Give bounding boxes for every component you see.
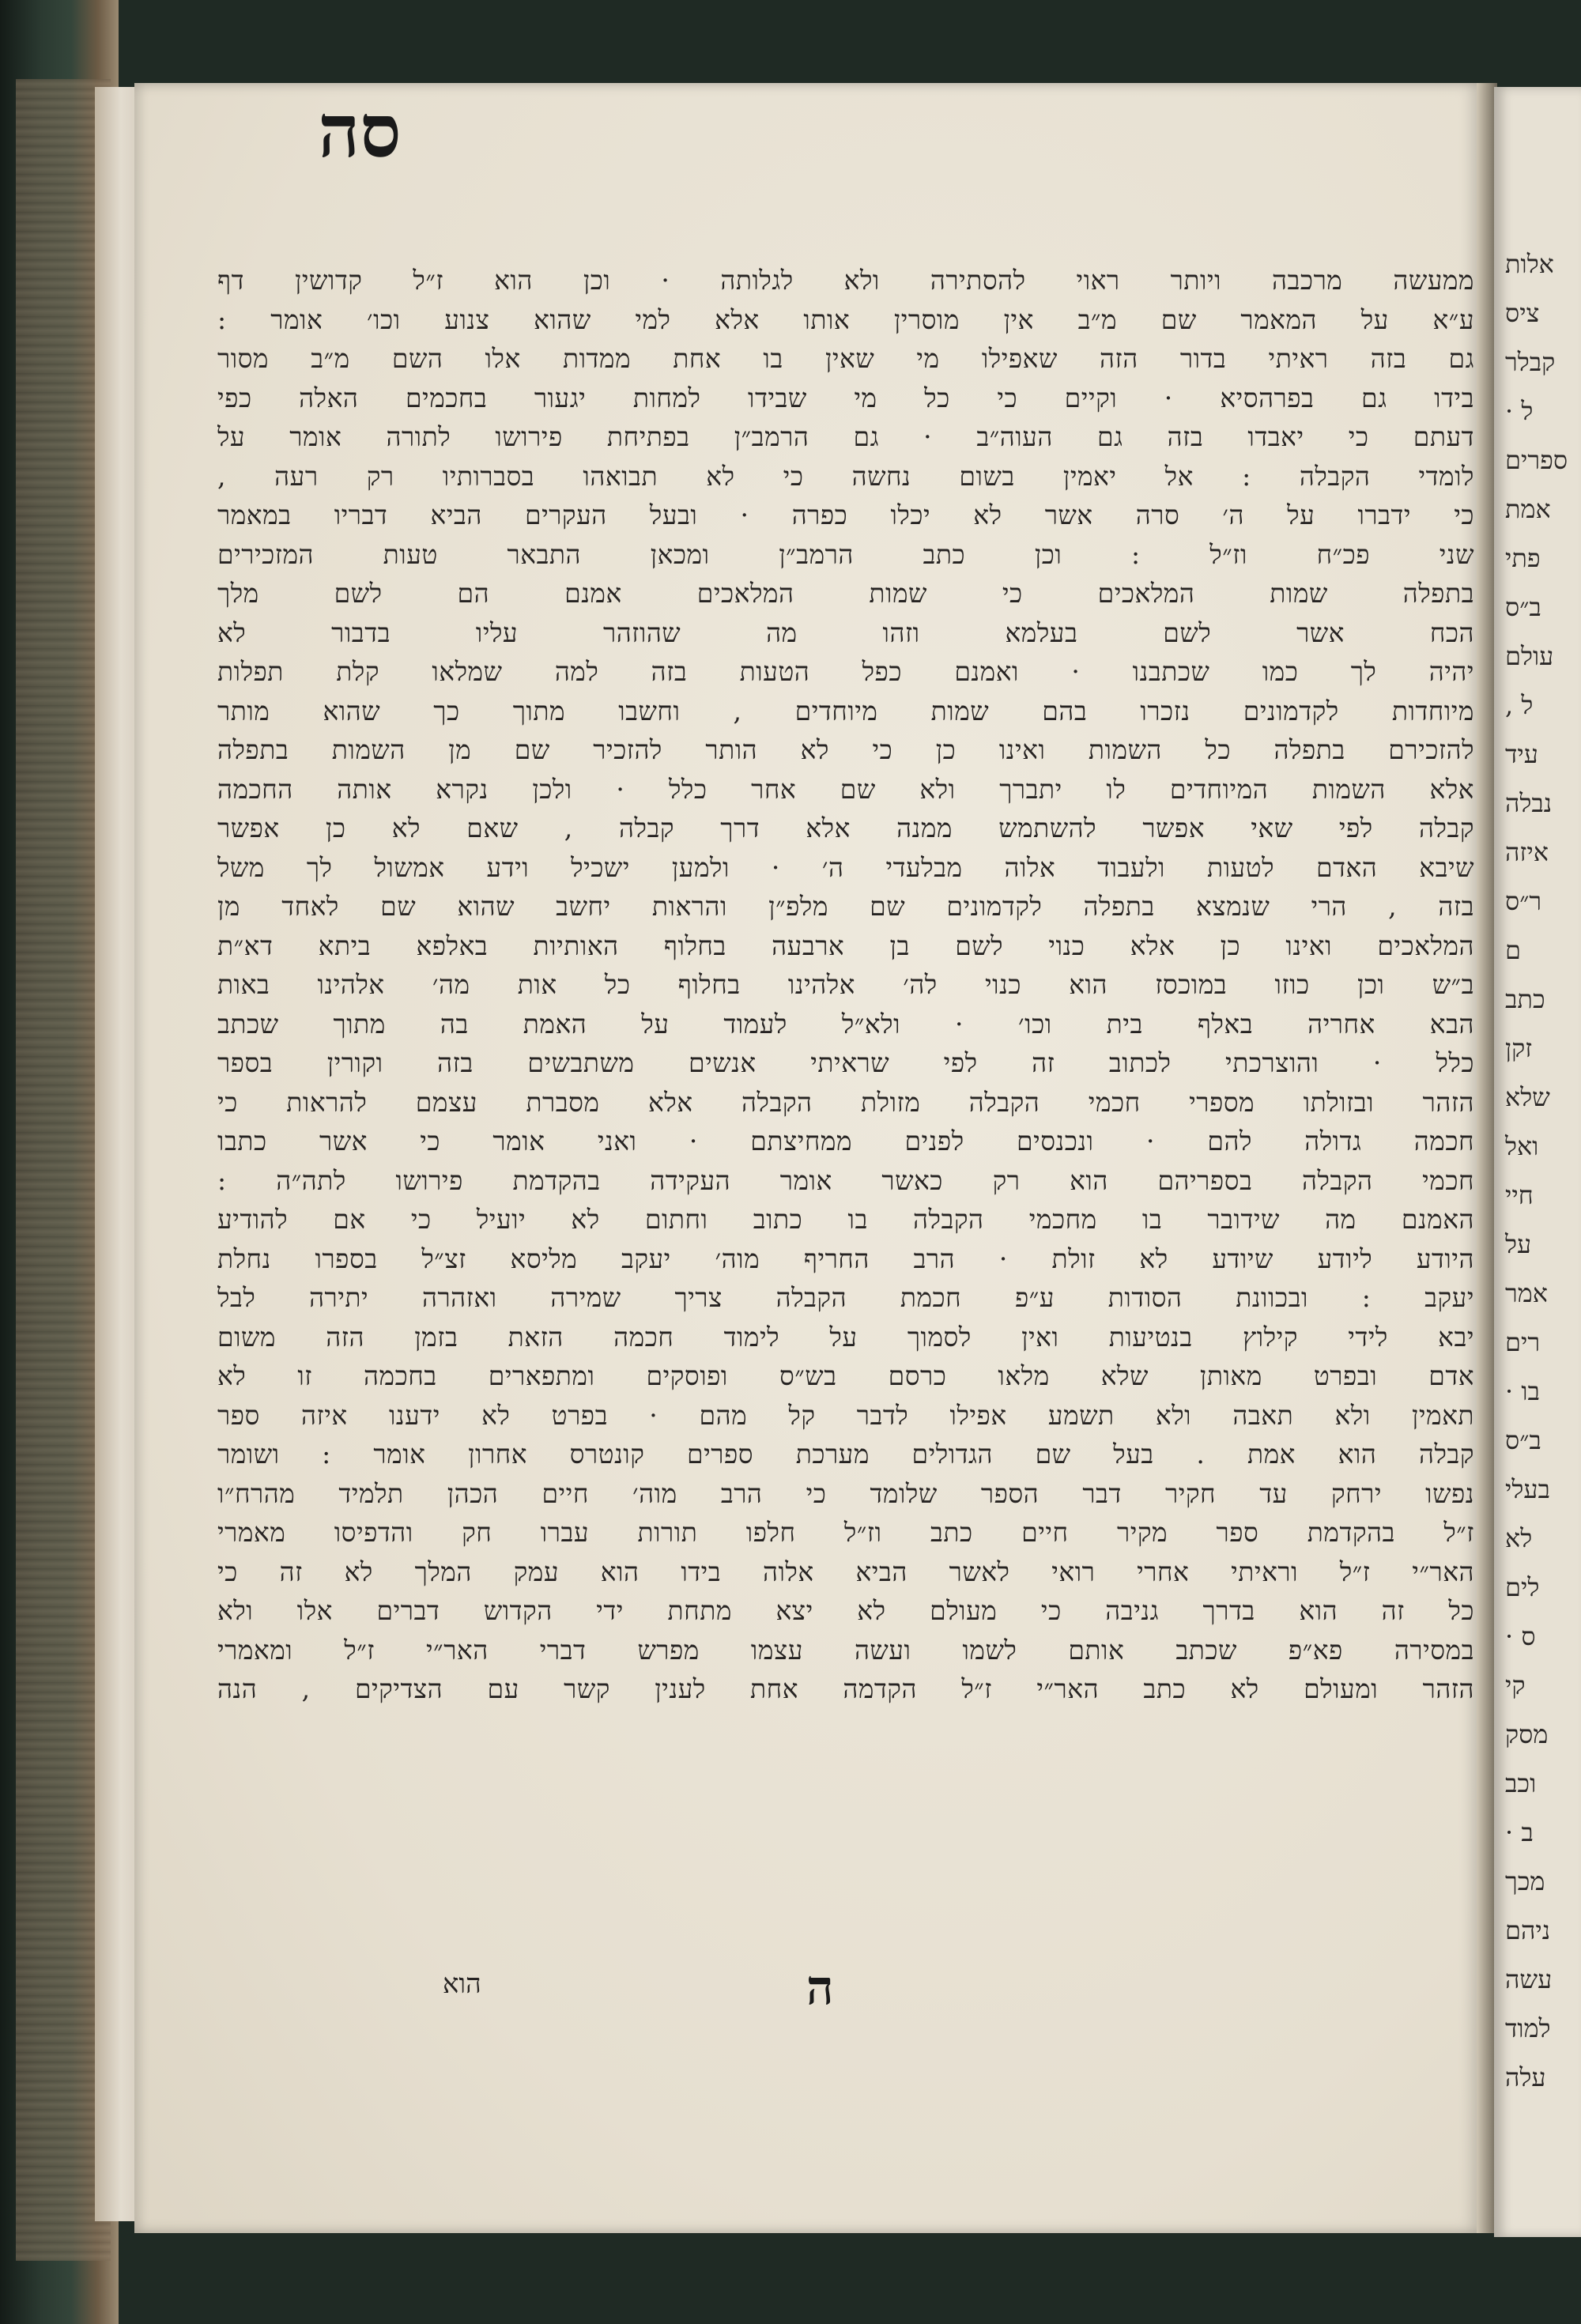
text-line: חכמי הקבלה בספריהם הוא רק כאשר אומר העקידה בהקדמת פירושו לתה״ה : <box>217 1164 1474 1196</box>
text-line: קבלה הוא אמת . בעל שם הגדולים מערכת ספרים קונטרס אחרון אומר : ושומר <box>217 1439 1474 1469</box>
text-line: יבא לידי קילוץ בנטיעות ואין לסמוך על לימוד חכמה הזאת בזמן הזה משום <box>217 1321 1474 1353</box>
facing-page-text-fragment: ב״ס <box>1505 1425 1541 1455</box>
text-line: שיבא האדם לטעות ולעבוד אלוה מבלעדי ה׳ · ולמען ישכיל וידע אמשול לך משל <box>217 851 1474 883</box>
facing-page-text-fragment: איזה <box>1505 837 1549 867</box>
text-line: בזה , הרי שנמצא בתפלה לקדמונים שם מלפ״ן והראות יחשב שהוא שם לאחד מן <box>217 891 1474 922</box>
text-line: כל זה הוא בדרך גניבה כי מעולם לא יצא מתחת ידי הקדוש דברים אלו ולא <box>217 1595 1474 1626</box>
hebrew-body-text <box>217 261 1474 1709</box>
text-line: המלאכים ואינו כן אלא כנוי לשם בן ארבעה בחלוף האותיות באלפא ביתא דא״ת <box>217 930 1474 961</box>
text-line: ב״ש וכן כוזו במוכסז הוא כנוי לה׳ אלהינו בחלוף כל אות מה׳ אלהינו באות <box>217 969 1474 1000</box>
facing-page-text-fragment: וכב <box>1505 1768 1537 1798</box>
facing-page-fragment <box>1494 87 1581 2237</box>
facing-page-text-fragment: רים <box>1505 1327 1541 1357</box>
facing-page-text-fragment: ם <box>1505 935 1521 965</box>
facing-page-text-fragment: ר״ס <box>1505 886 1542 916</box>
text-line: כלל · והוצרכתי לכתוב זה לפי שראיתי אנשים משתבשים בזה וקורין בספר <box>217 1047 1474 1078</box>
facing-page-text-fragment: ל , <box>1505 690 1534 720</box>
facing-page-text-fragment: ניהם <box>1505 1915 1551 1945</box>
text-line: שני פכ״ח וז״ל : וכן כתב הרמב״ן ומכאן התבאר טעות המזכירים <box>217 538 1474 570</box>
facing-page-text-fragment: ציס <box>1505 298 1540 328</box>
text-line: דעתם כי יאבדו בזה גם העוה״ב · גם הרמב״ן בפתיחת פירושו לתורה אומר על <box>217 421 1474 452</box>
facing-page-text-fragment: ספרים <box>1505 445 1568 475</box>
text-line: נפשו ירחק עד חקיר דבר הספר שלומד כי הרב מוה׳ חיים הכהן תלמיד מהרח״ו <box>217 1477 1474 1509</box>
facing-page-text-fragment: בעלי <box>1505 1474 1550 1504</box>
facing-page-text-fragment: ב · <box>1505 1817 1534 1847</box>
facing-page-text-fragment: ב״ס <box>1505 592 1541 622</box>
facing-page-text-fragment: עיד <box>1505 739 1538 769</box>
text-line: הבא אחריה באלף בית וכו׳ · ולא״ל לעמוד על האמת בה מתוך שכתב <box>217 1008 1474 1039</box>
facing-page-text-fragment: אלות <box>1505 249 1554 279</box>
facing-page-text-fragment: אמר <box>1505 1278 1548 1308</box>
facing-page-text-fragment: זקן <box>1505 1033 1533 1063</box>
signature-mark: ה <box>806 1960 834 2016</box>
text-line: הכח אשר לשם בעלמא וזהו מה שהוזהר עליו בדבור לא <box>217 617 1474 648</box>
facing-page-text-fragment: ואל <box>1505 1131 1539 1161</box>
facing-page-text-fragment: לים <box>1505 1572 1540 1602</box>
text-line: הזהר ומעולם לא כתב האר״י ז״ל הקדמה אחת לענין קשר עם הצדיקים , הנה <box>217 1673 1474 1704</box>
facing-page-text-fragment: ס · <box>1505 1621 1536 1651</box>
text-line: בתפלה שמות המלאכים כי שמות המלאכים אמנם הם לשם מלך <box>217 578 1474 609</box>
facing-page-text-fragment: עשה <box>1505 1964 1553 1994</box>
facing-page-text-fragment: כתב <box>1505 984 1545 1014</box>
facing-page-text-fragment: מסק <box>1505 1719 1549 1749</box>
facing-page-text-fragment: עולם <box>1505 641 1554 671</box>
text-line: בידו גם בפרהסיא · וקיים כי כל מי שבידו למחות יגעור בחכמים האלה כפי <box>217 382 1474 413</box>
page-footer <box>443 1960 1233 2024</box>
facing-page-text-fragment: אמת <box>1505 494 1551 524</box>
facing-page-text-fragment: למוד <box>1505 2013 1551 2043</box>
text-line: לומדי הקבלה : אל יאמין בשום נחשה כי לא תבואהו בסברותיו רק רעה , <box>217 460 1474 492</box>
facing-page-text-fragment: פתי <box>1505 543 1541 573</box>
facing-page-text-fragment: עלה <box>1505 2062 1546 2092</box>
page-number: סה <box>318 89 402 174</box>
text-line: היודע ליודע שיודע לא זולת · הרב החריף מוה׳ יעקב מליסא זצ״ל בספרו נחלת <box>217 1243 1474 1274</box>
text-line: אלא השמות המיוחדים לו יתברך ולא שם אחר כלל · ולכן נקרא אותה החכמה <box>217 773 1474 805</box>
text-line: כי ידברו על ה׳ סרה אשר לא יכלו כפרה · ובעל העקרים הביא דבריו במאמר <box>217 500 1474 530</box>
text-line: גם בזה ראיתי בדור הזה שאפילו מי שאין בו אחת ממדות אלו השם מ״ב מסור <box>217 343 1474 374</box>
text-line: קבלה לפי שאי אפשר להשתמש ממנה אלא דרך קבלה , שאם לא כן אפשר <box>217 813 1474 843</box>
text-line: תאמין ולא תאבה ולא תשמע אפילו לדבר קל מהם · בפרט לא ידענו איזה ספר <box>217 1399 1474 1431</box>
facing-page-text-fragment: חיי <box>1505 1180 1534 1210</box>
facing-page-text-fragment: שלא <box>1505 1082 1550 1112</box>
page-stack-edge <box>95 87 138 2221</box>
text-line: האמנם מה שידובר בו מחכמי הקבלה בו כתוב וחתום לא יועיל כי אם להודיע <box>217 1204 1474 1235</box>
text-line: ע״א על המאמר שם מ״ב אין מוסרין אותו אלא למי שהוא צנוע וכו׳ אומר : <box>217 304 1474 335</box>
catchword: הוא <box>443 1968 481 2000</box>
text-line: ז״ל בהקדמת ספר מקיר חיים כתב וז״ל חלפו תורות עברו חק והדפיסו מאמרי <box>217 1517 1474 1548</box>
text-line: הזהר ובזולתו מספרי חכמי הקבלה מזולת הקבלה אלא מסברת עצמם להראות כי <box>217 1086 1474 1118</box>
text-line: ממעשה מרכבה ויותר ראוי להסתירה ולא לגלותה · וכן הוא ז״ל קדושין דף <box>217 265 1474 296</box>
text-line: מיוחדות לקדמונים נזכרו בהם שמות מיוחדים , וחשבו מתוך כך שהוא מותר <box>217 695 1474 726</box>
text-line: יהיה לך כמו שכתבנו · ואמנם כפל הטעות בזה למה שמלאו קלת תפלות <box>217 656 1474 687</box>
facing-page-text-fragment: בו · <box>1505 1376 1540 1406</box>
facing-page-text-fragment: ל · <box>1505 396 1534 426</box>
text-line: במסירה פא״פ שכתב אותם לשמו ועשה עצמו מפרש דברי האר״י ז״ל ומאמרי <box>217 1634 1474 1666</box>
facing-page-text-fragment: לא <box>1505 1523 1533 1553</box>
facing-page-text-fragment: על <box>1505 1229 1532 1259</box>
text-line: חכמה גדולה להם · ונכנסים לפנים ממחיצתם · ואני אומר כי אשר כתבו <box>217 1126 1474 1156</box>
text-line: האר״י ז״ל וראיתי אחרי רואי לאשר הביא אלוה בידו הוא עמק המלך לא זה כי <box>217 1556 1474 1587</box>
facing-page-text-fragment: קבלר <box>1505 347 1556 377</box>
text-line: להזכירם בתפלה כל השמות ואינו כן כי לא הותר להזכיר שם מן השמות בתפלה <box>217 734 1474 765</box>
text-line: יעקב : ובכוונת הסודות ע״פ חכמת הקבלה צריך שמירה ואזהרה יתירה לבל <box>217 1282 1474 1313</box>
facing-page-text-fragment: מכך <box>1505 1866 1545 1896</box>
facing-page-text-fragment: נבלה <box>1505 788 1553 818</box>
facing-page-text-fragment: קי <box>1505 1670 1526 1700</box>
text-line: אדם ובפרט מאותן שלא מלאו כרסם בש״ס ופוסקים ומתפארים בחכמה זו לא <box>217 1360 1474 1391</box>
